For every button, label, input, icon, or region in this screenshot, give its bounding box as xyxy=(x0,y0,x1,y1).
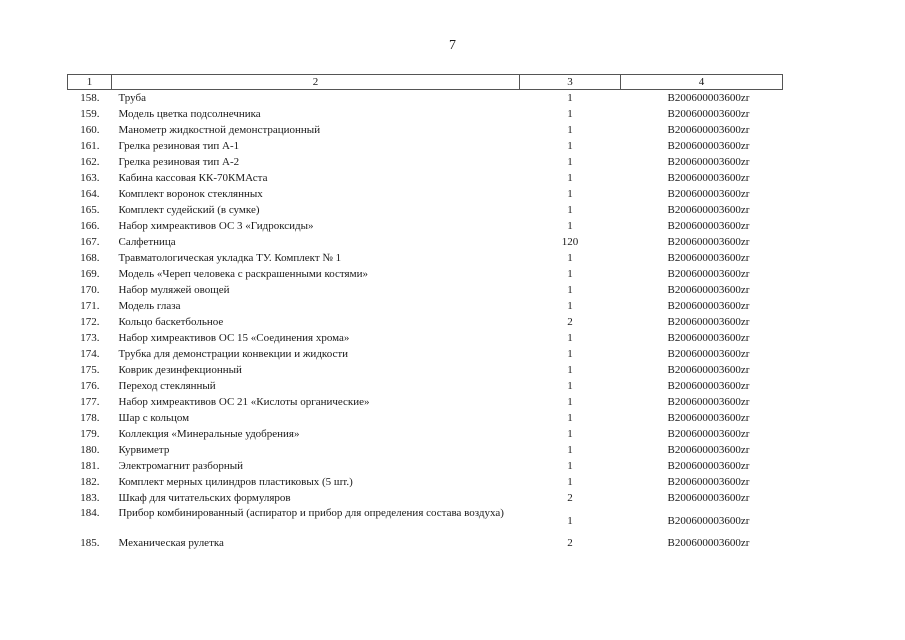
item-code: B200600003600zr xyxy=(621,90,783,107)
header-row xyxy=(68,75,783,90)
item-name: Прибор комбинированный (аспиратор и прибор для определения состава воздуха) xyxy=(118,507,504,519)
table-row xyxy=(68,250,783,266)
item-quantity: 1 xyxy=(567,444,573,456)
table-row xyxy=(68,266,783,282)
table-row xyxy=(68,410,783,426)
table-row xyxy=(68,442,783,458)
item-code: B200600003600zr xyxy=(667,124,750,136)
item-name: Механическая рулетка xyxy=(118,537,224,549)
item-code: B200600003600zr xyxy=(667,140,750,152)
item-name: Набор химреактивов ОС 21 «Кислоты органические» xyxy=(118,396,370,408)
item-code: B200600003600zr xyxy=(667,300,750,312)
item-code: B200600003600zr xyxy=(667,172,750,184)
item-code: B200600003600zr xyxy=(667,156,750,168)
row-number: 171. xyxy=(80,300,100,312)
item-code: B200600003600zr xyxy=(667,444,750,456)
item-quantity: 1 xyxy=(567,428,573,440)
table-row xyxy=(68,362,783,378)
table-row xyxy=(68,90,783,107)
item-code: B200600003600zr xyxy=(667,364,750,376)
table-row xyxy=(68,154,783,170)
item-quantity: 1 xyxy=(567,300,573,312)
item-code: B200600003600zr xyxy=(667,460,750,472)
item-quantity: 2 xyxy=(567,492,573,504)
item-name: Коллекция «Минеральные удобрения» xyxy=(118,428,300,440)
row-number: 183. xyxy=(80,492,100,504)
item-quantity: 1 xyxy=(567,380,573,392)
item-name: Комплект мерных цилиндров пластиковых (5 шт.) xyxy=(118,476,353,488)
item-code: B200600003600zr xyxy=(667,220,750,232)
item-code: B200600003600zr xyxy=(667,476,750,488)
item-code: B200600003600zr xyxy=(667,316,750,328)
item-name: Шкаф для читательских формуляров xyxy=(118,492,291,504)
item-code: B200600003600zr xyxy=(667,514,750,527)
row-number: 177. xyxy=(80,396,100,408)
item-name: Комплект воронок стеклянных xyxy=(118,188,263,200)
item-quantity: 2 xyxy=(567,537,573,549)
item-name: Курвиметр xyxy=(118,444,170,456)
row-number: 160. xyxy=(80,124,100,136)
row-number: 161. xyxy=(80,140,100,152)
item-name: Набор муляжей овощей xyxy=(118,284,230,296)
row-number: 182. xyxy=(80,476,100,488)
row-number: 167. xyxy=(80,236,100,248)
row-number: 170. xyxy=(80,284,100,296)
item-quantity: 1 xyxy=(567,156,573,168)
table-row xyxy=(68,170,783,186)
item-name: Комплект судейский (в сумке) xyxy=(118,204,260,216)
table-row xyxy=(68,122,783,138)
row-number: 166. xyxy=(80,220,100,232)
row-number: 174. xyxy=(80,348,100,360)
item-quantity: 1 xyxy=(567,396,573,408)
row-number: 175. xyxy=(80,364,100,376)
item-quantity: 120 xyxy=(561,236,579,248)
item-name: Модель глаза xyxy=(118,300,181,312)
item-code: B200600003600zr xyxy=(667,332,750,344)
row-number: 162. xyxy=(80,156,100,168)
row-number: 185. xyxy=(80,537,100,549)
item-code: B200600003600zr xyxy=(667,284,750,296)
row-number: 178. xyxy=(80,412,100,424)
header-col-2: 2 xyxy=(112,75,520,90)
item-name: Набор химреактивов ОС 15 «Соединения хрома» xyxy=(118,332,350,344)
header-col-4: 4 xyxy=(621,75,783,90)
table-row xyxy=(68,474,783,490)
table-row xyxy=(68,298,783,314)
item-quantity: 1 xyxy=(567,268,573,280)
item-name: Травматологическая укладка ТУ. Комплект № 1 xyxy=(118,252,342,264)
inventory-table xyxy=(67,74,783,551)
item-code: B200600003600zr xyxy=(667,396,750,408)
row-number: 176. xyxy=(80,380,100,392)
table-row xyxy=(68,490,783,506)
table-body xyxy=(68,90,783,552)
header-col-3: 3 xyxy=(520,75,621,90)
page-number: 7 xyxy=(449,38,456,53)
item-code: B200600003600zr xyxy=(667,204,750,216)
row-number: 172. xyxy=(80,316,100,328)
item-code: B200600003600zr xyxy=(667,188,750,200)
item-code: B200600003600zr xyxy=(667,412,750,424)
item-code: B200600003600zr xyxy=(667,268,750,280)
item-name: Трубка для демонстрации конвекции и жидкости xyxy=(118,348,349,360)
item-name: Электромагнит разборный xyxy=(118,460,244,472)
item-code: B200600003600zr xyxy=(667,492,750,504)
row-number: 164. xyxy=(80,188,100,200)
table-row xyxy=(68,186,783,202)
item-name: Шар с кольцом xyxy=(118,412,190,424)
table-row xyxy=(68,458,783,474)
item-quantity: 1 xyxy=(567,220,573,232)
row-number: 169. xyxy=(80,268,100,280)
item-name: Модель цветка подсолнечника xyxy=(118,108,261,120)
item-quantity: 1 xyxy=(520,90,621,107)
item-quantity: 1 xyxy=(567,476,573,488)
item-name: Коврик дезинфекционный xyxy=(118,364,242,376)
item-name: Труба xyxy=(112,90,520,107)
item-name: Набор химреактивов ОС 3 «Гидроксиды» xyxy=(118,220,314,232)
table-row xyxy=(68,138,783,154)
table-row xyxy=(68,218,783,234)
row-number: 180. xyxy=(80,444,100,456)
item-code: B200600003600zr xyxy=(667,380,750,392)
item-quantity: 1 xyxy=(567,252,573,264)
item-code: B200600003600zr xyxy=(667,236,750,248)
table-row xyxy=(68,330,783,346)
item-quantity: 1 xyxy=(567,460,573,472)
table-row xyxy=(68,394,783,410)
item-quantity: 2 xyxy=(567,316,573,328)
item-code: B200600003600zr xyxy=(667,348,750,360)
item-code: B200600003600zr xyxy=(667,537,750,549)
item-name: Переход стеклянный xyxy=(118,380,216,392)
item-name: Грелка резиновая тип А-2 xyxy=(118,156,240,168)
item-quantity: 1 xyxy=(567,124,573,136)
row-number: 163. xyxy=(80,172,100,184)
item-code: B200600003600zr xyxy=(667,428,750,440)
item-quantity: 1 xyxy=(567,172,573,184)
table-row xyxy=(68,234,783,250)
header-col-1: 1 xyxy=(68,75,112,90)
item-quantity: 1 xyxy=(567,348,573,360)
item-quantity: 1 xyxy=(567,514,573,527)
row-number: 173. xyxy=(80,332,100,344)
table-row xyxy=(68,106,783,122)
item-name: Модель «Череп человека с раскрашенными костями» xyxy=(118,268,368,280)
item-quantity: 1 xyxy=(567,284,573,296)
table-row xyxy=(68,346,783,362)
item-name: Салфетница xyxy=(118,236,176,248)
table-row xyxy=(68,506,783,535)
table-row xyxy=(68,535,783,551)
row-number: 179. xyxy=(80,428,100,440)
row-number: 184. xyxy=(80,507,100,519)
item-name: Манометр жидкостной демонстрационный xyxy=(118,124,321,136)
row-number: 181. xyxy=(80,460,100,472)
table-row xyxy=(68,426,783,442)
item-quantity: 1 xyxy=(567,204,573,216)
item-name: Грелка резиновая тип А-1 xyxy=(118,140,240,152)
item-quantity: 1 xyxy=(567,364,573,376)
table-row xyxy=(68,378,783,394)
row-number: 168. xyxy=(80,252,100,264)
table-row xyxy=(68,282,783,298)
item-quantity: 1 xyxy=(567,332,573,344)
table-header xyxy=(68,75,783,90)
row-number: 159. xyxy=(80,108,100,120)
item-quantity: 1 xyxy=(567,108,573,120)
row-number: 165. xyxy=(80,204,100,216)
item-quantity: 1 xyxy=(567,140,573,152)
table-row xyxy=(68,314,783,330)
table-row xyxy=(68,202,783,218)
item-name: Кабина кассовая КК-70КМАста xyxy=(118,172,268,184)
item-name: Кольцо баскетбольное xyxy=(118,316,224,328)
item-quantity: 1 xyxy=(567,188,573,200)
item-code: B200600003600zr xyxy=(667,108,750,120)
item-code: B200600003600zr xyxy=(667,252,750,264)
row-number: 158. xyxy=(68,90,112,107)
item-quantity: 1 xyxy=(567,412,573,424)
